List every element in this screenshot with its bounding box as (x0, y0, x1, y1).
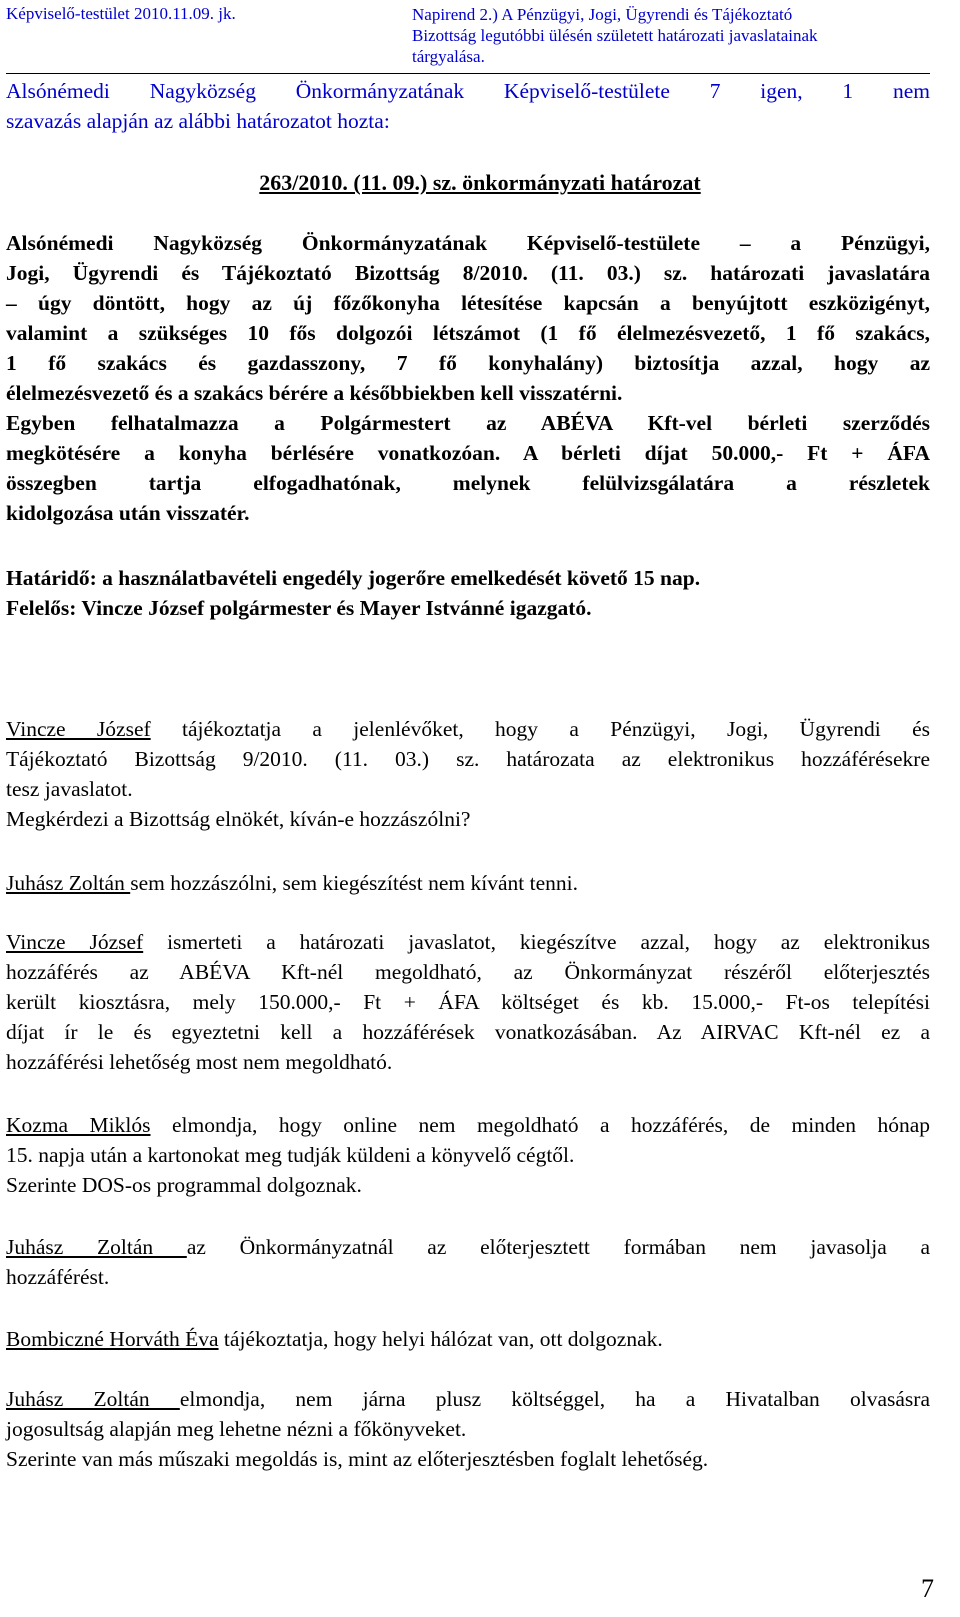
header-left: Képviselő-testület 2010.11.09. jk. (6, 4, 236, 23)
header-rule (6, 73, 930, 74)
minutes-text: elmondja, hogy online nem megoldható a hozzáférés, de minden hónap (150, 1113, 930, 1137)
resolution-line: megkötésére a konyha bérlésére vonatkozóan. A bérleti díjat 50.000,- Ft + ÁFA (6, 441, 930, 465)
minutes-text: 15. napja után a kartonokat meg tudják küldeni a könyvelő cégtől. (6, 1143, 575, 1167)
minutes-text: sem hozzászólni, sem kiegészítést nem kívánt tenni. (130, 871, 578, 895)
deadline-text: Határidő: a használatbavételi engedély jogerőre emelkedését követő 15 nap. (6, 566, 701, 590)
header-right (412, 4, 932, 67)
minutes-entry (6, 868, 930, 898)
speaker-name: Juhász Zoltán (6, 1387, 180, 1411)
header-right-line3: tárgyalása. (412, 47, 485, 66)
minutes-text: Szerinte van más műszaki megoldás is, mint az előterjesztésben foglalt lehetőség. (6, 1447, 709, 1471)
resolution-deadline (6, 563, 930, 593)
speaker-name: Bombiczné Horváth Éva (6, 1327, 219, 1351)
speaker-name: Juhász Zoltán (6, 871, 131, 895)
minutes-text: Megkérdezi a Bizottság elnökét, kíván-e hozzászólni? (6, 807, 471, 831)
header-right-line1: Napirend 2.) A Pénzügyi, Jogi, Ügyrendi és Tájékoztató (412, 5, 793, 24)
intro-paragraph (6, 76, 930, 136)
minutes-text: az Önkormányzatnál az előterjesztett formában nem javasolja a (186, 1235, 930, 1259)
minutes-text: hozzáférési lehetőség most nem megoldható. (6, 1050, 393, 1074)
resolution-line: élelmezésvezető és a szakács bérére a későbbiekben kell visszatérni. (6, 381, 623, 405)
resolution-line: – úgy döntött, hogy az új főzőkonyha létesítése kapcsán a benyújtott eszközigényt, (6, 291, 930, 315)
page-number: 7 (921, 1574, 934, 1603)
speaker-name: Vincze József (6, 930, 144, 954)
minutes-text: hozzáférés az ABÉVA Kft-nél megoldható, az Önkormányzat részéről előterjesztés (6, 960, 930, 984)
minutes-text: elmondja, nem járna plusz költséggel, ha a Hivatalban olvasásra (179, 1387, 930, 1411)
intro-line2: szavazás alapján az alábbi határozatot hozta: (6, 109, 390, 133)
minutes-entry (6, 1232, 930, 1292)
intro-line1: Alsónémedi Nagyközség Önkormányzatának Képviselő-testülete 7 igen, 1 nem (6, 79, 930, 103)
resolution-line: valamint a szükséges 10 fős dolgozói létszámot (1 fő élelmezésvezető, 1 fő szakács, (6, 321, 930, 345)
resolution-body (6, 228, 930, 528)
minutes-text: Tájékoztató Bizottság 9/2010. (11. 03.) sz. határozata az elektronikus hozzáférésekre (6, 747, 930, 771)
minutes-text: ismerteti a határozati javaslatot, kiegészítve azzal, hogy az elektronikus (143, 930, 930, 954)
resolution-title-text: 263/2010. (11. 09.) sz. önkormányzati határozat (259, 170, 701, 195)
minutes-text: került kiosztásra, mely 150.000,- Ft + ÁFA költséget és kb. 15.000,- Ft-os telepítési (6, 990, 930, 1014)
speaker-name: Vincze József (6, 717, 151, 741)
minutes-text: Szerinte DOS-os programmal dolgoznak. (6, 1173, 362, 1197)
minutes-text: jogosultság alapján meg lehetne nézni a főkönyveket. (6, 1417, 467, 1441)
minutes-text: tájékoztatja, hogy helyi hálózat van, ott dolgoznak. (218, 1327, 663, 1351)
resolution-title (0, 168, 960, 198)
minutes-entry (6, 1384, 930, 1474)
minutes-text: tesz javaslatot. (6, 777, 133, 801)
resolution-line: Egyben felhatalmazza a Polgármestert az ABÉVA Kft-vel bérleti szerződés (6, 411, 930, 435)
minutes-text: tájékoztatja a jelenlévőket, hogy a Pénzügyi, Jogi, Ügyrendi és (150, 717, 930, 741)
minutes-entry (6, 1324, 930, 1354)
minutes-entry (6, 927, 930, 1077)
minutes-text: hozzáférést. (6, 1265, 110, 1289)
resolution-line: kidolgozása után visszatér. (6, 501, 250, 525)
responsible-text: Felelős: Vincze József polgármester és Mayer Istvánné igazgató. (6, 596, 592, 620)
resolution-responsible (6, 593, 930, 623)
minutes-entry (6, 714, 930, 834)
minutes-text: díjat ír le és egyeztetni kell a hozzáférések vonatkozásában. Az AIRVAC Kft-nél ez a (6, 1020, 930, 1044)
resolution-line: Jogi, Ügyrendi és Tájékoztató Bizottság 8/2010. (11. 03.) sz. határozati javaslatára (6, 261, 930, 285)
speaker-name: Kozma Miklós (6, 1113, 151, 1137)
resolution-line: 1 fő szakács és gazdasszony, 7 fő konyhalány) biztosítja azzal, hogy az (6, 351, 930, 375)
header-right-line2: Bizottság legutóbbi ülésén született határozati javaslatainak (412, 26, 818, 45)
minutes-entry (6, 1110, 930, 1200)
speaker-name: Juhász Zoltán (6, 1235, 187, 1259)
resolution-line: Alsónémedi Nagyközség Önkormányzatának Képviselő-testülete – a Pénzügyi, (6, 231, 930, 255)
resolution-line: összegben tartja elfogadhatónak, melynek felülvizsgálatára a részletek (6, 471, 930, 495)
